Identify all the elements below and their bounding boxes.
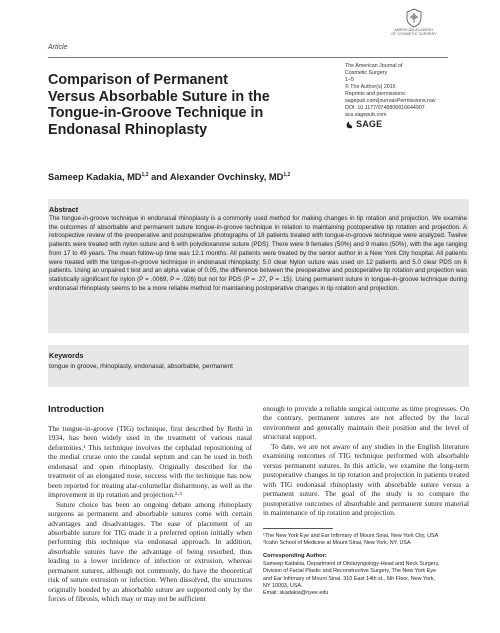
affiliations [263, 533, 469, 548]
journal-name-line2: Cosmetic Surgery [345, 70, 388, 76]
keywords-text: tongue in groove, rhinoplasty, endonasal, absorbable, permanent [49, 363, 233, 370]
reprints-label: Reprints and permissions: [345, 91, 407, 97]
copyright: © The Author(s) 2016 [345, 84, 396, 90]
corresponding-author-details [263, 561, 469, 597]
abstract-text: The tongue-in-groove technique in endonasal rhinoplasty is a commonly used method for making changes in tip rotation and projection. We examine the outcomes of absorbable and permanent suture tongue-in-groove technique in relation to maintaining postoperative tip rotation and projection. A retrospective review of the preoperative and postoperative photographs of 18 patients treated with tongue-in-groove technique were analyzed. Twelve patients were treated with nylon suture and 6 with polydioxanone suture (PDS). There were 9 females (50%) and 9 males (50%), with the age ranging from 17 to 49 years. The mean follow-up time was 12.1 months. All patients were treated by the senior author in a New York City hospital. All patients were treated with the tongue-in-groove technique in endonasal rhinoplasty; 5.0 clear Nylon suture was used on 12 patients and 5.0 clear PDS on 6 patients. Using an unpaired t test and an alpha value of 0.05, the difference between the preoperative and postoperative tip rotation and projection was statistically significant for nylon (P = .0069, P = .026) but not for PDS (P = .27, P = .15). Using permanent suture in tongue-in-groove technique during endonasal rhinoplasty seems to be a more reliable method for maintaining postoperative changes in tip rotation and projection. [49, 215, 467, 292]
sage-logo [345, 120, 455, 129]
logo-text-line2: OF COSMETIC SURGERY [391, 32, 437, 37]
page-range: 1–5 [345, 77, 354, 83]
intro-paragraph-2: Suture choice has been an ongoing debate among rhinoplasty surgeons as permanent and absorbable sutures come with certain advantages and disadvantages. The ease of placement of an absorbable suture for TIG made it a preferred option initially when performing this technique via endonasal approach. In addition, absorbable sutures have the advantage of being resorbed, thus leading to a lower incidence of infection or extrusion, whereas permanent sutures, although not commonly, do have the theoretical risk of suture extrusion or infection. When dissolved, the structures originally bonded by an absorbable suture are supported only by the forces of fibrosis, which may or may not be sufficient [48, 499, 252, 604]
body-column-left [48, 424, 252, 604]
article-type-label: Article [48, 44, 68, 51]
body-column-right [263, 404, 469, 517]
introduction-heading: Introduction [48, 404, 104, 415]
header-rule [48, 57, 448, 58]
corr-line-3: and Ear Infirmary of Mount Sinai, 310 East 14th st., 6th Floor, New York, [263, 575, 435, 582]
affiliation-1: ¹The New York Eye and Ear Infirmary of Mount Sinai, New York City, USA [263, 533, 439, 539]
footnote-rule [263, 528, 333, 529]
corr-line-1: Sameep Kadakia, Department of Otolaryngology-Head and Neck Surgery, [263, 561, 440, 567]
corr-line-2: Division of Facial Plastic and Reconstructive Surgery, The New York Eye [263, 568, 436, 575]
intro-paragraph-2-continued: enough to provide a reliable surgical outcome as time progresses. On the contrary, permanent sutures are not affected by the local environment and generally maintain their position and the level of structural support. [263, 404, 469, 442]
journal-info [345, 63, 455, 129]
crest-icon [405, 8, 423, 28]
abstract-heading: Abstract [49, 205, 79, 214]
author-2: Alexander Ovchinsky, MD [169, 172, 284, 183]
journal-name-line1: The American Journal of [345, 63, 403, 69]
doi[interactable]: DOI: 10.1177/0748806816644907 [345, 105, 425, 111]
corr-line-4: NY 10003, USA. [263, 582, 303, 589]
academy-logo [384, 8, 444, 37]
corresponding-author-heading: Corresponding Author: [263, 553, 327, 559]
intro-paragraph-3: To date, we are not aware of any studies in the English literature examining outcomes of TIG technique performed with absorbable versus permanent sutures. In this article, we examine the long-term postoperative changes in tip rotation and projection in patients treated with TIG endonasal rhinoplasty with absorbable suture versus a permanent suture. The goal of the study is to compare the postoperative outcomes of absorbable and permanent suture material in maintenance of tip rotation and projection. [263, 441, 469, 517]
keywords-heading: Keywords [49, 351, 84, 360]
author-connector: and [148, 172, 170, 183]
sage-wordmark: SAGE [356, 119, 383, 129]
author-line [48, 172, 290, 182]
permissions-link[interactable]: sagepub.com/journalsPermissions.nav [345, 98, 436, 104]
intro-paragraph-1: The tongue-in-groove (TIG) technique, first described by Rethi in 1934, has been widely used in the treatment of various nasal deformities.¹ This technique involves the cephalad repositioning of the medial crurae onto the caudal septum and can be used in both endonasal and open rhinoplasty. Originally described for the treatment of an elongated nose, success with the technique has now been reported for treating alar-columellar disharmony, as well as the improvement in tip rotation and projection.²·³ [48, 424, 252, 500]
affiliation-2: ²Icahn School of Medicine at Mount Sinai, New York, NY, USA [263, 540, 411, 547]
article-title: Comparison of Permanent Versus Absorbable Suture in the Tongue-in-Groove Technique in Endonasal Rhinoplasty [48, 72, 270, 138]
logo-text-line1: AMERICAN ACADEMY [394, 28, 434, 32]
sage-mark-icon [345, 120, 354, 129]
author-1: Sameep Kadakia, MD [48, 172, 142, 183]
corr-email[interactable]: Email: skadakia@nyee.edu [263, 590, 329, 597]
author-1-affiliation: 1,2 [141, 172, 149, 178]
author-2-affiliation: 1,2 [283, 172, 291, 178]
journal-site-link[interactable]: acs.sagepub.com [345, 112, 387, 118]
